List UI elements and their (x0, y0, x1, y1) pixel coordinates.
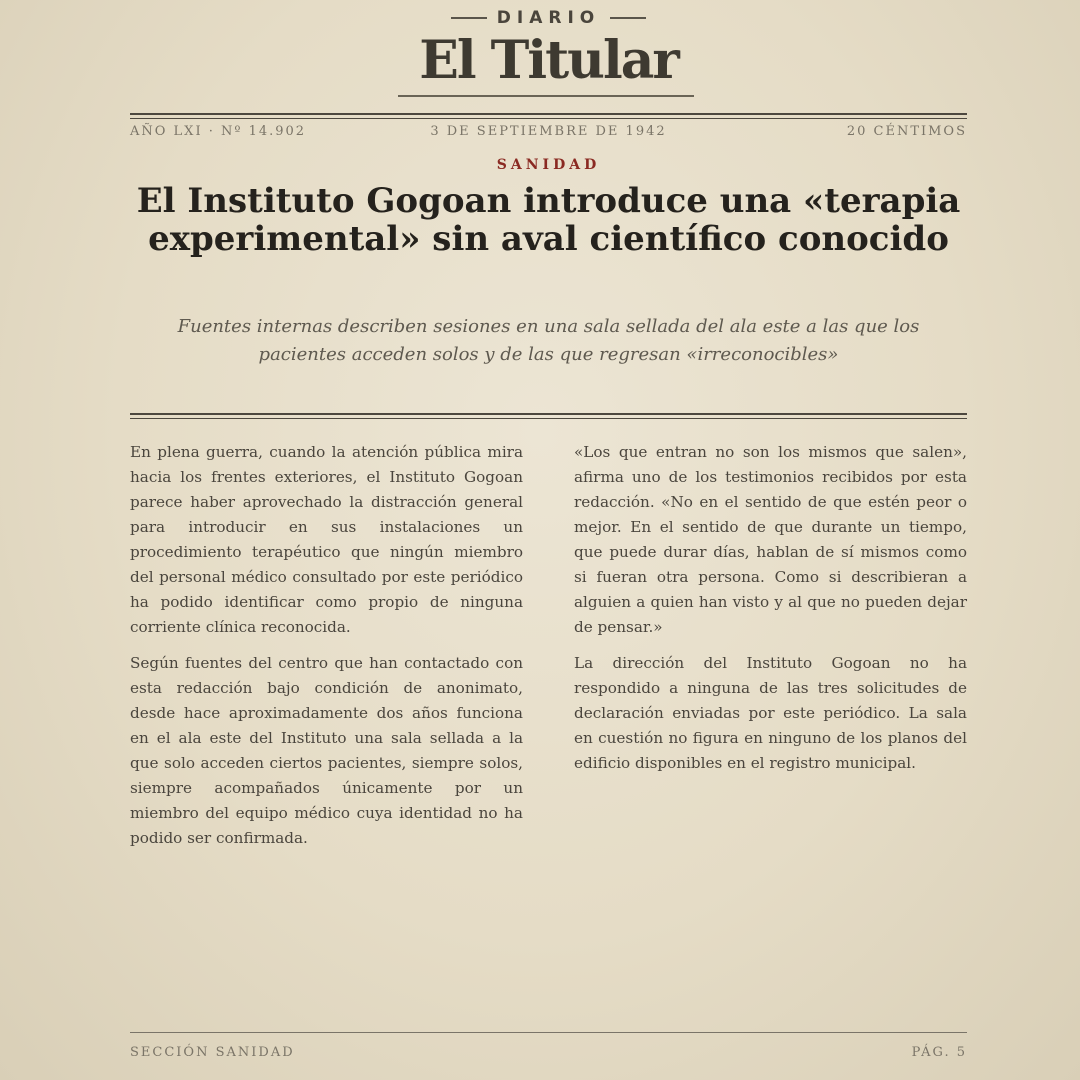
kicker-text: DIARIO (496, 8, 601, 28)
footer-section: SECCIÓN SANIDAD (130, 1045, 295, 1060)
article-subhead: Fuentes internas describen sesiones en una sala sellada del ala este a las que los pacientes acceden solos y de las que regresan «irreconocibles» (177, 316, 920, 365)
article-paragraph: En plena guerra, cuando la atención pública mira hacia los frentes exteriores, el Instituto Gogoan parece haber aprovechado la distracción general para introducir en sus instalaciones un procedimiento terapéutico que ningún miembro del personal médico consultado por este periódico ha podido identificar como propio de ninguna corriente clínica reconocida. (130, 443, 523, 636)
issue-date: 3 DE SEPTIEMBRE DE 1942 (430, 124, 667, 139)
footer-divider (130, 1032, 967, 1033)
masthead-underline (398, 95, 694, 97)
masthead-kicker (130, 8, 967, 28)
section-label: SANIDAD (496, 157, 601, 173)
article-headline: El Instituto Gogoan introduce una «terapia experimental» sin aval científico conocido (136, 181, 961, 259)
newspaper-title: El Titular (419, 30, 678, 91)
kicker-rule-left (451, 17, 487, 19)
header-divider (130, 113, 967, 119)
body-divider (130, 413, 967, 419)
article-paragraph: «Los que entran no son los mismos que salen», afirma uno de los testimonios recibidos por esta redacción. «No en el sentido de que estén peor o mejor. En el sentido de que durante un tiempo, que puede durar días, hablan de sí mismos como si fueran otra persona. Como si describieran a alguien a quien han visto y al que no pueden dejar de pensar.» (574, 443, 967, 636)
page-number: PÁG. 5 (911, 1045, 967, 1060)
newspaper-page (130, 0, 967, 1080)
article-paragraph: Según fuentes del centro que han contactado con esta redacción bajo condición de anonimato, desde hace aproximadamente dos años funciona en el ala este del Instituto una sala sellada a la que solo acceden ciertos pacientes, siempre solos, siempre acompañados únicamente por un miembro del equipo médico cuya identidad no ha podido ser confirmada. (130, 654, 523, 847)
kicker-rule-right (610, 17, 646, 19)
issue-number: AÑO LXI · Nº 14.902 (130, 124, 307, 139)
article-column-right (574, 440, 967, 787)
article-paragraph: La dirección del Instituto Gogoan no ha respondido a ninguna de las tres solicitudes de declaración enviadas por este periódico. La sala en cuestión no figura en ninguno de los planos del edificio disponibles en el registro municipal. (574, 654, 967, 772)
issue-price: 20 CÉNTIMOS (846, 124, 967, 139)
article-column-left (130, 440, 523, 862)
